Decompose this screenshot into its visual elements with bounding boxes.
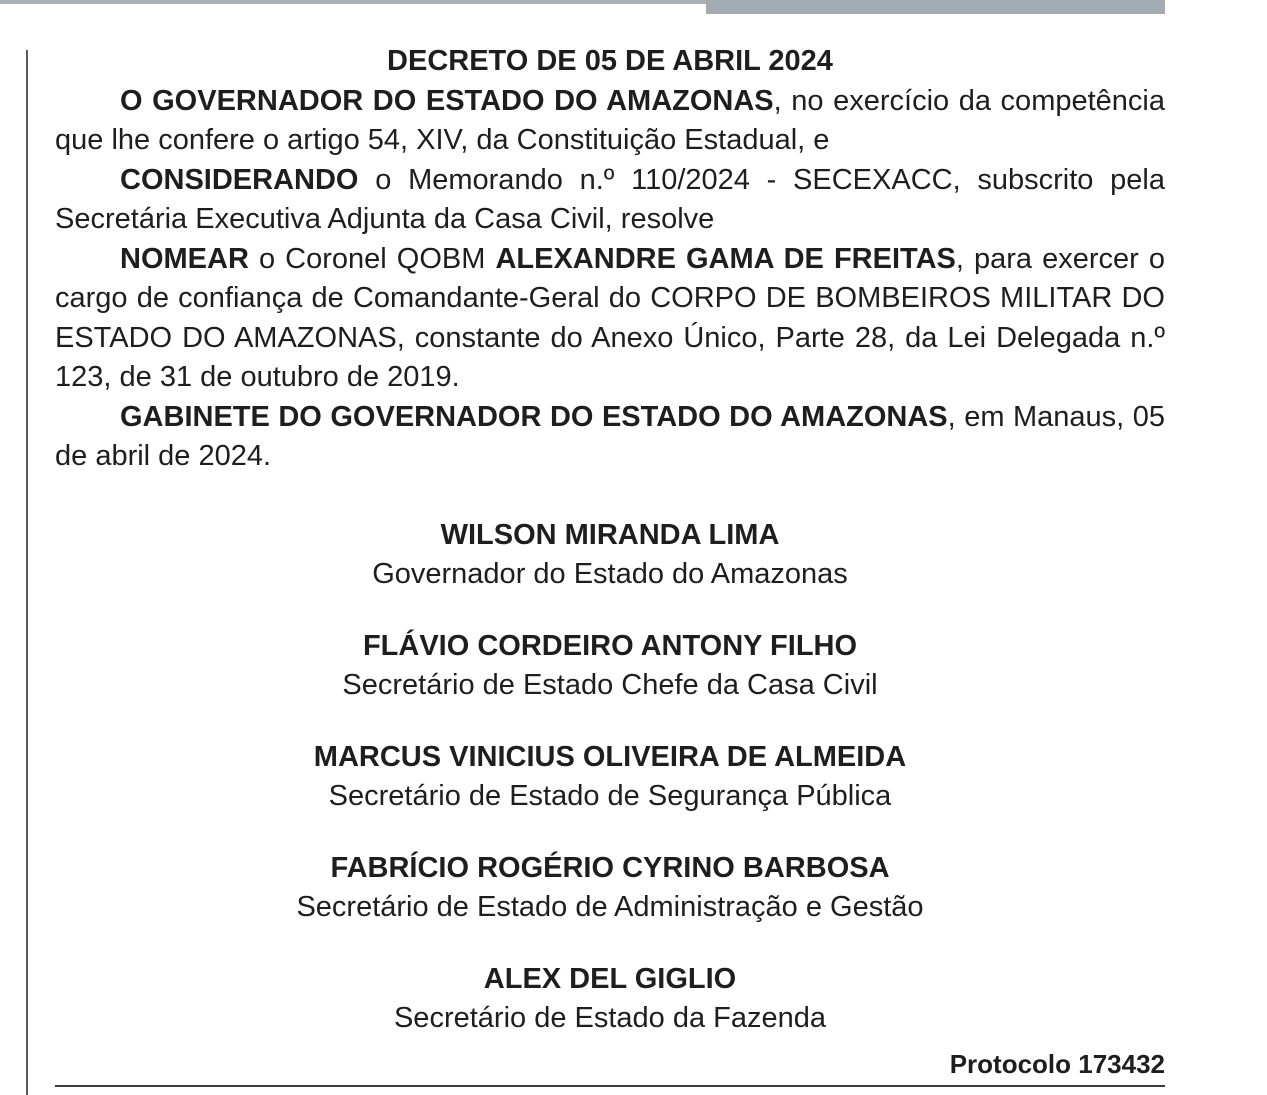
signatory-name: FABRÍCIO ROGÉRIO CYRINO BARBOSA — [330, 851, 890, 884]
cabinet-heading: GABINETE DO GOVERNADOR DO ESTADO DO AMAZONAS — [120, 400, 948, 433]
signatory-role: Secretário de Estado de Segurança Pública — [328, 779, 892, 812]
decree-document — [55, 42, 1165, 1071]
signatory-role: Secretário de Estado de Administração e Gestão — [296, 890, 924, 923]
considering-text: o Memorando n.º 110/2024 - SECEXACC, subscrito pela Secretária Executiva Adjunta da Casa Civil, resolve — [55, 163, 1165, 235]
signature-entry — [55, 960, 1165, 1038]
signature-entry — [55, 627, 1165, 705]
appointee-name: ALEXANDRE GAMA DE FREITAS — [495, 242, 956, 275]
preamble-paragraph — [55, 82, 1165, 161]
appoint-rank: o Coronel QOBM — [248, 242, 496, 275]
signatory-role: Secretário de Estado da Fazenda — [393, 1001, 827, 1034]
closing-text: , em Manaus, 05 de abril de 2024. — [55, 400, 1165, 472]
signatory-name: MARCUS VINICIUS OLIVEIRA DE ALMEIDA — [313, 740, 907, 773]
preamble-text: , no exercício da competência que lhe confere o artigo 54, XIV, da Constituição Estadual, e — [55, 84, 1165, 156]
top-rule-accent — [706, 0, 1165, 14]
signature-entry — [55, 516, 1165, 594]
column-divider — [26, 50, 28, 1095]
signature-block — [55, 516, 1165, 1038]
closing-paragraph — [55, 398, 1165, 477]
signatory-role: Secretário de Estado Chefe da Casa Civil — [342, 668, 878, 701]
bottom-rule — [55, 1085, 1165, 1087]
decree-title: DECRETO DE 05 DE ABRIL 2024 — [387, 45, 833, 77]
signatory-role: Governador do Estado do Amazonas — [372, 557, 848, 590]
signature-entry — [55, 849, 1165, 927]
signature-entry — [55, 738, 1165, 816]
signatory-name: ALEX DEL GIGLIO — [483, 962, 737, 995]
appointment-text: , para exercer o cargo de confiança de Comandante-Geral do CORPO DE BOMBEIROS MILITAR DO ESTADO DO AMAZONAS, constante do Anexo Único, Parte 28, da Lei Delegada n.º 123, de 31 de outubro de 2019. — [55, 242, 1165, 393]
signatory-name: FLÁVIO CORDEIRO ANTONY FILHO — [362, 629, 858, 662]
appoint-keyword: NOMEAR — [120, 242, 249, 275]
signatory-name: WILSON MIRANDA LIMA — [440, 518, 780, 551]
governor-heading: O GOVERNADOR DO ESTADO DO AMAZONAS — [120, 84, 774, 117]
protocol-number: Protocolo 173432 — [949, 1049, 1165, 1079]
considering-keyword: CONSIDERANDO — [120, 163, 359, 196]
appointment-paragraph — [55, 240, 1165, 398]
considering-paragraph — [55, 161, 1165, 240]
